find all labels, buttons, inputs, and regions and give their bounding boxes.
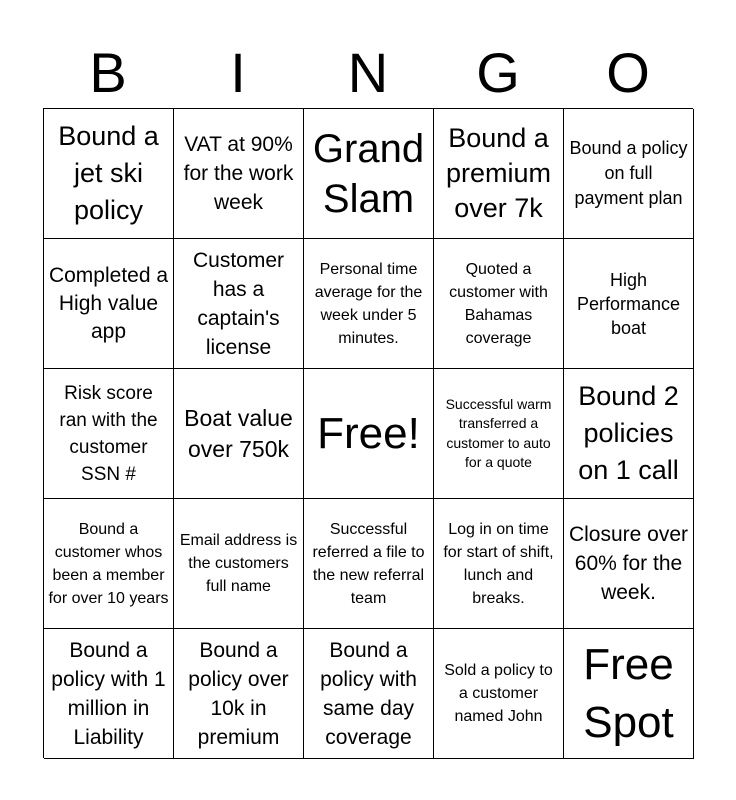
cell-text: Log in on time for start of shift, lunch and breaks. xyxy=(443,520,554,607)
header-letter-n: N xyxy=(347,41,389,104)
header-letter-g: G xyxy=(476,41,520,104)
bingo-cell[interactable] xyxy=(564,109,694,239)
bingo-cell[interactable] xyxy=(304,239,434,369)
cell-text: Customer has a captain's license xyxy=(192,248,285,359)
cell-text: Risk score ran with the customer SSN # xyxy=(59,382,158,485)
bingo-cell[interactable] xyxy=(434,499,564,629)
bingo-cell[interactable] xyxy=(434,369,564,499)
cell-text: Successful referred a file to the new referral team xyxy=(312,520,425,607)
cell-text: Free! xyxy=(317,408,420,458)
bingo-cell[interactable] xyxy=(564,629,694,759)
bingo-cell[interactable] xyxy=(564,369,694,499)
bingo-cell[interactable] xyxy=(434,109,564,239)
bingo-header xyxy=(43,38,693,108)
bingo-card-grid xyxy=(43,108,693,758)
bingo-cell[interactable] xyxy=(564,499,694,629)
cell-text: Email address is the customers full name xyxy=(179,532,298,595)
header-letter-o: O xyxy=(606,41,650,104)
bingo-cell[interactable] xyxy=(174,239,304,369)
cell-text: Personal time average for the week under 5 minutes. xyxy=(314,260,423,347)
bingo-cell[interactable] xyxy=(44,369,174,499)
cell-text: Completed a High value app xyxy=(48,263,169,343)
cell-text: Boat value over 750k xyxy=(184,404,293,462)
bingo-cell[interactable] xyxy=(174,369,304,499)
cell-text: Bound a policy over 10k in premium xyxy=(188,638,289,749)
bingo-cell[interactable] xyxy=(304,109,434,239)
cell-text: Free Spot xyxy=(583,639,674,747)
cell-text: Closure over 60% for the week. xyxy=(568,523,689,604)
cell-text: Sold a policy to a customer named John xyxy=(444,662,553,725)
bingo-cell[interactable] xyxy=(304,629,434,759)
cell-text: Bound a policy on full payment plan xyxy=(569,138,688,208)
bingo-cell[interactable] xyxy=(304,369,434,499)
cell-text: Bound a policy with 1 million in Liability xyxy=(51,638,166,749)
bingo-cell[interactable] xyxy=(434,239,564,369)
cell-text: Quoted a customer with Bahamas coverage xyxy=(449,260,548,347)
bingo-cell[interactable] xyxy=(44,499,174,629)
cell-text: Grand Slam xyxy=(312,126,425,221)
header-letter-b: B xyxy=(89,41,127,104)
cell-text: Bound a premium over 7k xyxy=(445,123,552,223)
bingo-cell[interactable] xyxy=(174,629,304,759)
bingo-cell[interactable] xyxy=(434,629,564,759)
cell-text: Bound a policy with same day coverage xyxy=(320,638,417,749)
header-letter-i: I xyxy=(230,41,246,104)
bingo-cell[interactable] xyxy=(174,109,304,239)
bingo-cell[interactable] xyxy=(44,109,174,239)
bingo-cell[interactable] xyxy=(44,629,174,759)
bingo-cell[interactable] xyxy=(174,499,304,629)
bingo-cell[interactable] xyxy=(44,239,174,369)
bingo-cell[interactable] xyxy=(304,499,434,629)
cell-text: VAT at 90% for the work week xyxy=(183,133,294,214)
cell-text: Bound 2 policies on 1 call xyxy=(578,381,679,485)
cell-text: Bound a customer whos been a member for over 10 years xyxy=(48,520,169,607)
cell-text: High Performance boat xyxy=(576,269,681,338)
bingo-cell[interactable] xyxy=(564,239,694,369)
cell-text: Bound a jet ski policy xyxy=(58,121,159,225)
cell-text: Successful warm transferred a customer to auto for a quote xyxy=(445,395,552,470)
